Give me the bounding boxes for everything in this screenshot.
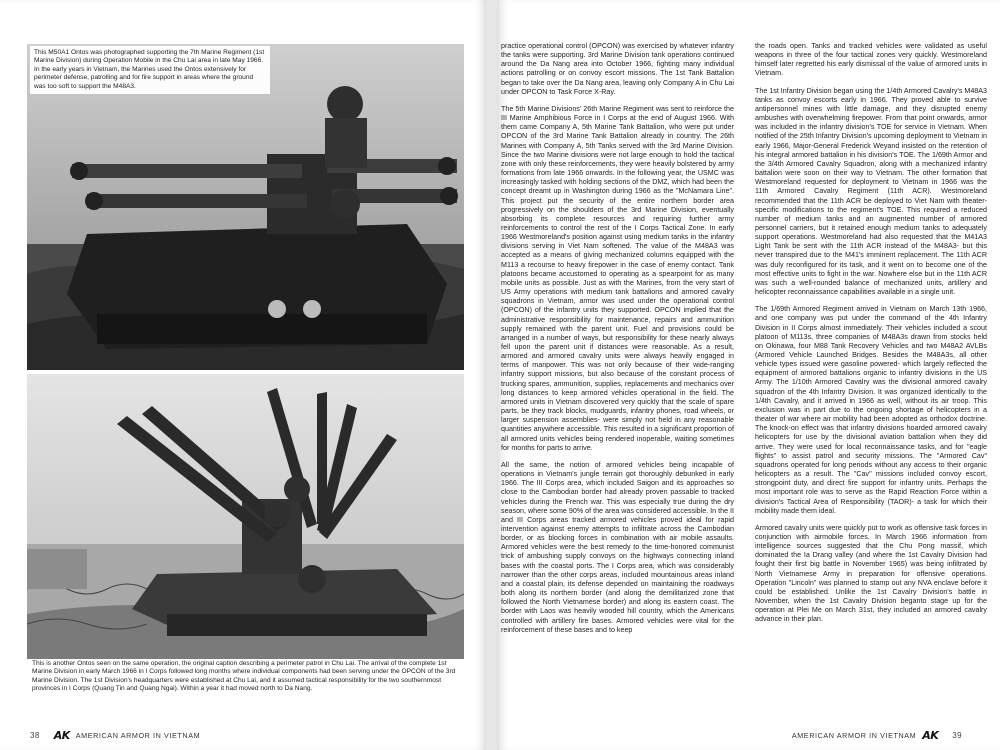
photo-caption-bottom: This is another Ontos seen on the same operation, the original caption describing a perimeter patrol in Chu Lai. The arrival of the complete 1st Marine Division in early March 1966 in I Corps followed long months where individual components had been serving under the OPCON of the 3rd Marine Division. The 1st Division's headquarters were established at Chu Lai, and it assumed tactical responsibility for the two southernmost provinces in I Corps (Quang Tin and Quang Ngai). Within a year it had moved north to Da Nang.: [32, 660, 456, 692]
running-title-right: AMERICAN ARMOR IN VIETNAM: [791, 730, 917, 740]
column-2-paragraph: Armored cavalry units were quickly put to work as offensive task forces in conjunction with airmobile forces. In March 1966 information from intelligence sources suggested that the Chu Pong massif, which dominated the Ia Drang valley (and where the 1st Cavalry Division had fought their first big battle in November 1965) was being infiltrated by North Vietnamese Army in preparation for offensive operations. Operation "Lincoln" was planned to stamp out any NVA enclave before it could be established. Unlike the 1st Cavalry Division's battle in November, when the 1st Cavalry Division beganto stage up for the operation at Plei Me on March 31st, they included an armored cavalry advance in their plan.: [755, 523, 987, 624]
column-2-paragraph: the roads open. Tanks and tracked vehicles were validated as useful weapons in three of the four tactical zones very quickly. Westmoreland himself later regretted his early dismissal of the value of armored units in Vietnam.: [755, 42, 987, 78]
photo-ontos-bottom-image: [27, 374, 464, 659]
photo-caption-top: This M50A1 Ontos was photographed supporting the 7th Marine Regiment (1st Marine Division) during Operation Mobile in the Chu Lai area in late May 1966. In the early years in Vietnam, the Marines used the Ontos extensively for perimeter defense, patrolling and for fire support in areas where the ground was too soft to support the M48A3.: [30, 46, 270, 94]
text-column-1: [501, 42, 734, 643]
text-column-2: [755, 42, 987, 633]
right-page: [497, 0, 1000, 750]
left-page: [0, 0, 486, 750]
running-title-left: AMERICAN ARMOR IN VIETNAM: [75, 730, 201, 740]
column-2-paragraph: The 1/69th Armored Regiment arrived in Vietnam on March 13th 1966, and one company was put under the command of the 4th Infantry Division in II Corps almost immediately. Their vehicles included a scout platoon of M113s, three companies of M48A3s drawn from stocks held on Okinawa, four M88 Tank Recovery Vehicles and two M48A2 AVLBs (Armored Vehicle Launched Bridges. Besides the M48A3s, all other vehicle types issued were gasoline powered- which largely reflected the equipment of armored battalions organic to infantry divisions in the US Army. The 1/10th Armored Cavalry was the divisional armored cavalry squadron of the 4th Infantry Division. It was organized identically to the 1/4th Cavalry, and it arrived in 1966 as well, without its air troop. This exclusion was in part due to the ongoing shortage of helicopters in a theater of war where air mobility had been adopted as orthodox doctrine. The knock-on effect was that infantry divisions hoarded armored cavalry helicopters for use by the divisional aviation battalion when they did arrive. They were used for local reconnaissance tasks, and for "eagle flights" to assist patrol and security missions. The "Armored Cav" squadrons operated for long periods without any access to their organic helicopters as a result. The "Cav" missions included convoy escort, strongpoint duty, and direct fire support for infantry units. Perhaps the most important role was to serve as the Rapid Reaction Force within a division's Tactical Area of Responsibility (TAOR)- a task for which their mobility made them ideal.: [755, 305, 987, 515]
page-number-left: 38: [30, 730, 40, 740]
photo-ontos-perimeter-patrol: [27, 374, 464, 659]
column-1-paragraph: All the same, the notion of armored vehicles being incapable of operations in Vietnam's jungle terrain got thoroughly debunked in early 1966. The III Corps area, which included Saigon and its approaches so close to the Cambodian border had already proven passable to tracked vehicles during the French war. This was especially true during the dry season, where some 90% of the area was considered accessible. In the II and III Corps areas tracked armored vehicles proved ideal for rapid intervention against enemy attempts to infiltrate across the Cambodian border, or as blocking forces in combination with air mobile assaults. Armored vehicles were the best remedy to the time-honored communist trick of ambushing supply convoys on the highways connecting inland bases with the coastal ports. The I Corps area, which was considerably narrower than the other corps areas, included mountainous areas inland and a coastal plain, its defense depended on maintaining the roadways both along its northern border (and along the demilitarized zone that followed the North Vietnamese border) and along its eastern coast. The border with Laos was heavily wooded hill country, which the Americans controlled with artillery fire bases. Armored vehicles were vital for the reinforcement of these bases and to keep: [501, 460, 734, 634]
ak-logo-left: AK: [53, 728, 70, 742]
book-gutter: [486, 0, 497, 750]
page-number-right: 39: [952, 730, 962, 740]
column-1-paragraph: The 5th Marine Divisions' 26th Marine Regiment was sent to reinforce the III Marine Amphibious Force in I Corps at the end of August 1966. With them came Company A, 5th Marine Tank Battalion, who were put under OPCON of the 3rd Marine Tank Battalion already in country. The 26th Marines with Company A, 5th Tanks served with the 3rd Marine Division. Since the two Marine divisions were not large enough to hold the tactical zone with only these reinforcements, they were heavily bolstered by army formations from late 1966 onwards. In the following year, the USMC was increasingly tasked with holding sections of the DMZ, which had been the concept dreamt up in Washington during 1966 as the "McNamara Line". This project put the security of the entire northern border area progressively on the shoulders of the 3rd Marine Division, eventually absorbing its complete resources and requiring further army reinforcements to control the rest of the I Corps Tactical Zone. In early 1966 Westmoreland's position against using medium tanks in the infantry divisions serving in Viet Nam softened. The value of the M48A3 was accepted as a means of giving mechanized columns equipped with the M113 a recourse to heavy firepower in the case of enemy contact. Tank platoons became accustomed to operating as a spearpoint for as many mobile units as possible. Just as with the Marines, from the very start of US Army operations with medium tank battalions and armored cavalry squadrons in Vietnam, armor was used under the operational control (OPCON) of the infantry units they supported. OPCON implied that the administrative responsibility for maintenance, repairs and ammunition supply remained with the parent unit. Fuel and provisions could be arranged in a number of ways, but responsibility for these nearly always fell upon the parent unit if distances were reasonable. As a result, armored and armored cavalry units were always heavily engaged in terms of manpower. This was not only because of their wide-ranging infantry support missions, but also because of the constant process of trucking spares, ammunition, supplies, replacements and mechanics over long distances to keep armored vehicles operational in the field. The armored units in Vietnam discovered very quickly that the scale of spare parts, be they track blocks, mudguards, infantry phones, road wheels, or larger suspension assemblies- were simply not held in any reasonable quantities anywhere accessible. This resulted in a significant proportion of all armored units vehicles being rendered inoperable, waiting sometimes for months for parts to arrive.: [501, 104, 734, 452]
column-1-paragraph: practice operational control (OPCON) was exercised by whatever infantry the tanks were supporting. 3rd Marine Division tank operations continued around the Da Nang area into October 1966, fighting many individual actions patrolling or on convoy escort missions. The 1st Tank Battalion began to take over the Da Nang area, leaving only Company A in Chu Lai under OPCON to Task Force X-Ray.: [501, 42, 734, 96]
footer-left: [22, 728, 200, 742]
footer-right: [792, 728, 970, 742]
ak-logo-right: AK: [922, 728, 939, 742]
column-2-paragraph: The 1st Infantry Division began using the 1/4th Armored Cavalry's M48A3 tanks as convoy escorts early in 1966. They proved able to survive antipersonnel mines with little damage, and they disrupted enemy ambushes with overwhelming firepower. From that point onwards, armor was included in the infantry division's TOE for service in Vietnam. When notified of the 25th Infantry Division's upcoming deployment to Vietnam in early 1966, Major-General Frederick Weyand insisted on the retention of his integral armored battalion in his division's TOE. The 1/69th Armor and the 3/4th Armored Cavalry Squadron, along with a mechanized infantry battalion were soon on their way to Vietnam. The other formation that Westmoreland requested for deployment to Vietnam in 1966 was the 11th Armored Cavalry Regiment (11th ACR). Westmoreland recommended that the 11th ACR be deployed to Viet Nam with theater-specific modifications to the regiment's TOE. This required a reduced number of medium tanks and an augmented number of armored personnel carriers, but it retained enough medium tanks to adequately support operations. Westmoreland had also requested that the M41A3 Light Tank be sent with the 11th ACR instead of the M48A3- but this never transpired due to the M41's imminent replacement. The 11th ACR was duly reconfigured for its task, and it went on to become one of the most effective units to fight in the war. Nowhere else but in the 11th ACR was such a well-rounded balance of mechanized units, artillery and helicopter reconnaissance capabilities available in a single unit.: [755, 86, 987, 297]
